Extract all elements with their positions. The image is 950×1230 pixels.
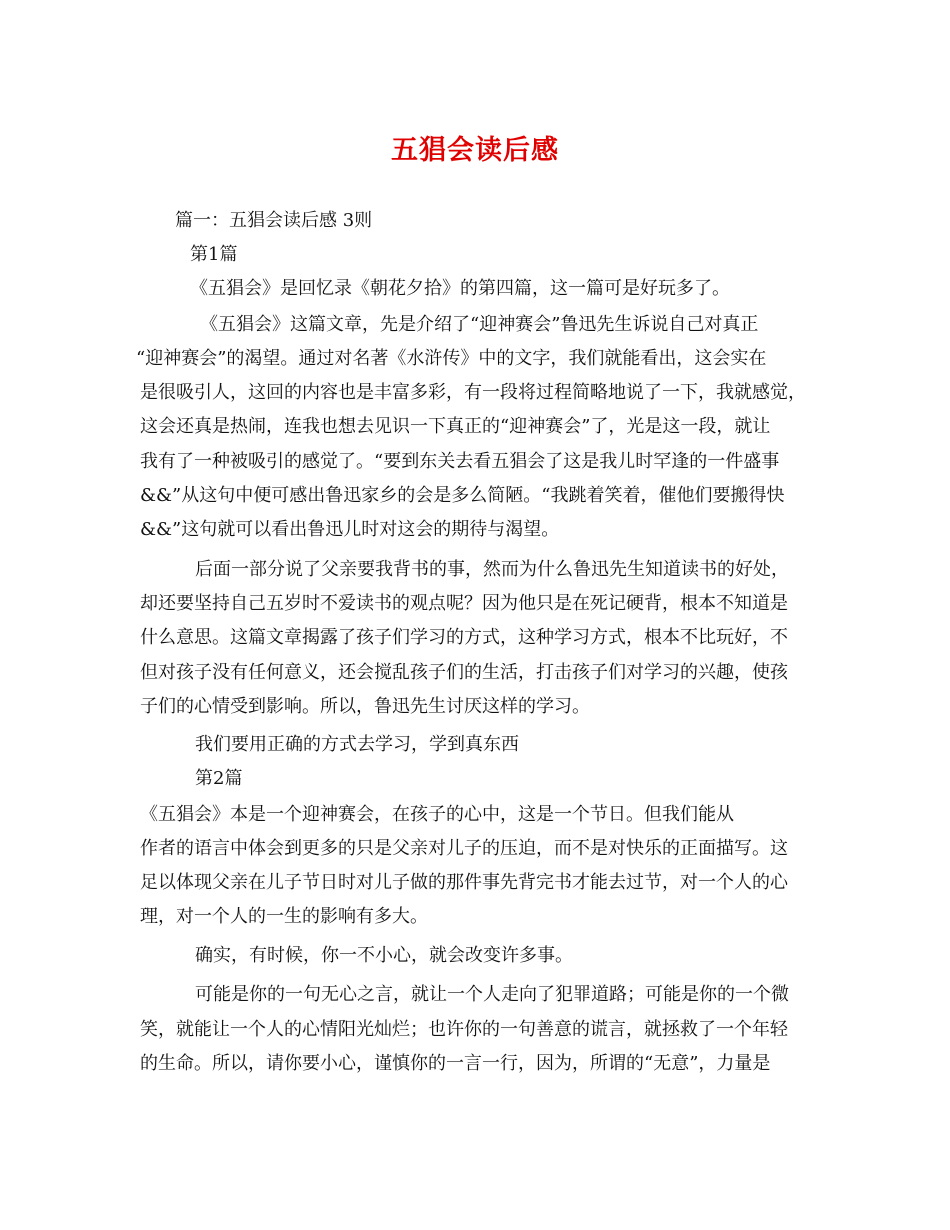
paragraph-line: 这会还真是热闹，连我也想去见识一下真正的“迎神赛会”了，光是这一段，就让 — [140, 416, 771, 437]
paragraph-line: 《五猖会》这篇文章，先是介绍了“迎神赛会”鲁迅先生诉说自己对真正 — [200, 314, 759, 335]
paragraph-line: &&”这句就可以看出鲁迅儿时对这会的期待与渴望。 — [140, 519, 560, 540]
paragraph-line: &&”从这句中便可感出鲁迅家乡的会是多么简陋。“我跳着笑着，催他们要搬得快 — [140, 485, 785, 506]
paragraph-line: 确实，有时候，你一不小心，就会改变许多事。 — [195, 945, 573, 966]
paragraph-line: 但对孩子没有任何意义，还会搅乱孩子们的生活，打击孩子们对学习的兴趣，使孩 — [140, 662, 788, 683]
paragraph-line: 后面一部分说了父亲要我背书的事，然而为什么鲁迅先生知道读书的好处， — [195, 559, 789, 580]
paragraph-line: 足以体现父亲在儿子节日时对儿子做的那件事先背完书才能去过节，对一个人的心 — [140, 872, 788, 893]
paragraph-line: 理，对一个人的一生的影响有多大。 — [140, 906, 428, 927]
paragraph-line: 笑，就能让一个人的心情阳光灿烂；也许你的一句善意的谎言，就拯救了一个年轻 — [140, 1019, 788, 1040]
part-heading: 第2篇 — [195, 768, 243, 789]
paragraph-line: 什么意思。这篇文章揭露了孩子们学习的方式，这种学习方式，根本不比玩好，不 — [140, 627, 788, 648]
paragraph-line: 却还要坚持自己五岁时不爱读书的观点呢？因为他只是在死记硬背，根本不知道是 — [140, 593, 788, 614]
paragraph-line: 是很吸引人，这回的内容也是丰富多彩，有一段将过程简略地说了一下，我就感觉， — [140, 382, 806, 403]
paragraph-line: 子们的心情受到影响。所以，鲁迅先生讨厌这样的学习。 — [140, 696, 590, 717]
paragraph-line: 作者的语言中体会到更多的只是父亲对儿子的压迫，而不是对快乐的正面描写。这 — [140, 838, 788, 859]
paragraph-line: 《五猖会》本是一个迎神赛会，在孩子的心中，这是一个节日。但我们能从 — [140, 804, 734, 825]
paragraph-line: 可能是你的一句无心之言，就让一个人走向了犯罪道路；可能是你的一个微 — [195, 984, 789, 1005]
document-title: 五猖会读后感 — [391, 135, 559, 166]
paragraph-line: 《五猖会》是回忆录《朝花夕拾》的第四篇，这一篇可是好玩多了。 — [190, 278, 730, 299]
section-heading: 篇一：五猖会读后感 3则 — [175, 210, 373, 231]
paragraph-line: 我有了一种被吸引的感觉了。“要到东关去看五猖会了这是我儿时罕逢的一件盛事 — [140, 451, 780, 472]
paragraph-line: “迎神赛会”的渴望。通过对名著《水浒传》中的文字，我们就能看出，这会实在 — [136, 348, 767, 369]
paragraph-line: 我们要用正确的方式去学习，学到真东西 — [195, 734, 519, 755]
paragraph-line: 的生命。所以，请你要小心，谨慎你的一言一行，因为，所谓的“无意”，力量是 — [140, 1053, 771, 1074]
part-heading: 第1篇 — [190, 244, 238, 265]
